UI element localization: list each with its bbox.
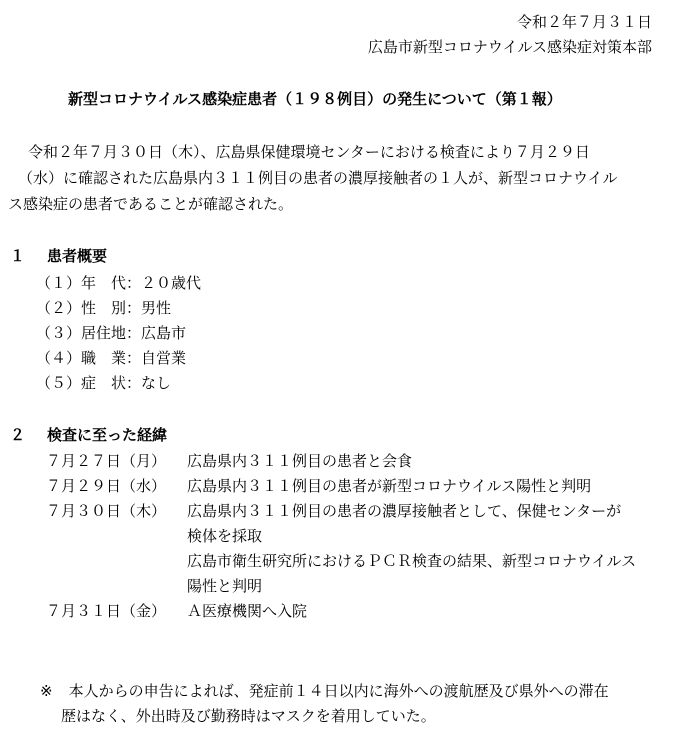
section-2-heading — [10, 423, 167, 448]
timeline-text: 広島県内３１１例目の患者の濃厚接触者として、保健センターが — [187, 502, 622, 520]
timeline-text-continued: 陽性と判明 — [187, 577, 263, 595]
patient-summary-item: （２）性 別：男性 — [36, 299, 172, 317]
timeline-text: 広島県内３１１例目の患者が新型コロナウイルス陽性と判明 — [187, 477, 592, 495]
note-mark: ※ — [40, 682, 53, 700]
timeline-date: ７月２９日（水） — [46, 477, 167, 495]
issuing-organization: 広島市新型コロナウイルス感染症対策本部 — [367, 38, 652, 56]
timeline-date: ７月２７日（月） — [46, 452, 167, 470]
intro-line-3: ス感染症の患者であることが確認された。 — [8, 195, 294, 213]
section-2-title: 検査に至った経緯 — [47, 426, 168, 444]
timeline-text-continued: 検体を採取 — [187, 527, 263, 545]
document-title: 新型コロナウイルス感染症患者（１９８例目）の発生について（第１報） — [68, 90, 562, 108]
note-text: 本人からの申告によれば、発症前１４日以内に海外への渡航歴及び県外への滞在 — [68, 682, 609, 700]
note-line-1 — [40, 679, 609, 704]
note-line-2: 歴はなく、外出時及び勤務時はマスクを着用していた。 — [61, 707, 436, 725]
patient-summary-item: （３）居住地：広島市 — [36, 324, 187, 342]
patient-summary-item: （１）年 代：２０歳代 — [36, 274, 202, 292]
timeline-text: Ａ医療機関へ入院 — [187, 602, 308, 620]
timeline-date: ７月３１日（金） — [46, 602, 167, 620]
section-1-heading — [10, 244, 107, 269]
patient-summary-item: （４）職 業：自営業 — [36, 349, 187, 367]
intro-line-2: （水）に確認された広島県内３１１例目の患者の濃厚接触者の１人が、新型コロナウイル — [18, 169, 618, 187]
patient-summary-item: （５）症 状：なし — [36, 374, 172, 392]
section-1-number: １ — [10, 247, 26, 265]
timeline-text: 広島県内３１１例目の患者と会食 — [187, 452, 413, 470]
section-2-number: ２ — [10, 426, 26, 444]
timeline-text: 広島市衛生研究所におけるＰＣＲ検査の結果、新型コロナウイルス — [187, 552, 637, 570]
section-1-title: 患者概要 — [47, 247, 108, 265]
intro-line-1: 令和２年７月３０日（木）、広島県保健環境センターにおける検査により７月２９日 — [28, 143, 590, 161]
document-date: 令和２年７月３１日 — [516, 13, 652, 31]
timeline-date: ７月３０日（木） — [46, 502, 167, 520]
